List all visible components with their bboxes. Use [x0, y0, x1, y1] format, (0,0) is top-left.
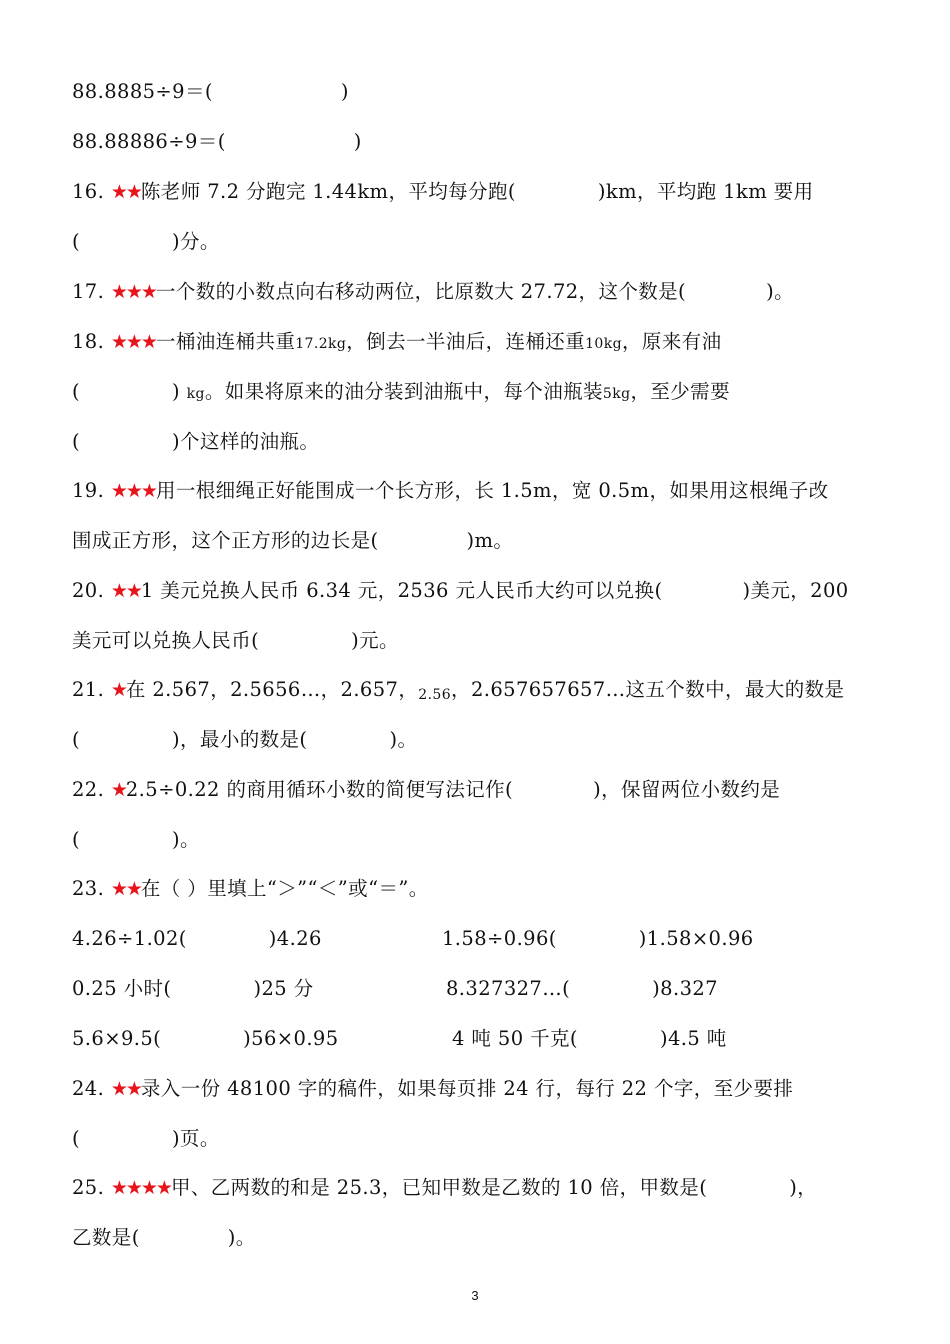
question-21: 21. ★在 2.567，2.5656…，2.657，2.56，2.657657657…这五个数中，最大的数是 — [72, 678, 845, 703]
question-19-cont: 围成正方形，这个正方形的边长是( )m。 — [72, 529, 514, 552]
question-16-cont: ( )分。 — [72, 230, 220, 253]
question-18-cont: ( ) kg。如果将原来的油分装到油瓶中，每个油瓶装5kg，至少需要 — [72, 380, 730, 403]
question-24-cont: ( )页。 — [72, 1127, 220, 1150]
difficulty-stars: ★★ — [110, 878, 141, 900]
difficulty-stars: ★★★ — [110, 480, 156, 502]
question-25: 25. ★★★★甲、乙两数的和是 25.3，已知甲数是乙数的 10 倍，甲数是( )， — [72, 1176, 818, 1199]
difficulty-stars: ★ — [110, 779, 126, 801]
compare-row-1: 4.26÷1.02( )4.26 1.58÷0.96( )1.58×0.96 — [72, 927, 754, 950]
question-22-cont: ( )。 — [72, 828, 200, 851]
line-88-8885: 88.8885÷9＝( ) — [72, 80, 349, 103]
question-18-cont2: ( )个这样的油瓶。 — [72, 430, 320, 453]
question-25-cont: 乙数是( )。 — [72, 1226, 256, 1249]
difficulty-stars: ★ — [110, 679, 126, 701]
question-17: 17. ★★★一个数的小数点向右移动两位，比原数大 27.72，这个数是( )。 — [72, 280, 794, 303]
difficulty-stars: ★★ — [110, 580, 141, 602]
question-19: 19. ★★★用一根细绳正好能围成一个长方形，长 1.5m，宽 0.5m，如果用这根绳子改 — [72, 479, 829, 502]
page-number: 3 — [471, 1288, 479, 1303]
line-88-88886: 88.88886÷9＝( ) — [72, 130, 362, 153]
compare-row-3: 5.6×9.5( )56×0.95 4 吨 50 千克( )4.5 吨 — [72, 1027, 727, 1050]
question-24: 24. ★★录入一份 48100 字的稿件，如果每页排 24 行，每行 22 个字，至少要排 — [72, 1077, 794, 1100]
difficulty-stars: ★★★★ — [110, 1177, 171, 1199]
repeating-decimal: 2.56 — [418, 687, 452, 703]
difficulty-stars: ★★★ — [110, 331, 156, 353]
difficulty-stars: ★★ — [110, 1078, 141, 1100]
compare-row-2: 0.25 小时( )25 分 8.327327…( )8.327 — [72, 977, 718, 1000]
question-22: 22. ★2.5÷0.22 的商用循环小数的简便写法记作( )，保留两位小数约是 — [72, 778, 781, 801]
question-23: 23. ★★在（ ）里填上“＞”“＜”或“＝”。 — [72, 877, 429, 900]
question-16: 16. ★★陈老师 7.2 分跑完 1.44km，平均每分跑( )km，平均跑 1km 要用 — [72, 180, 814, 203]
question-20: 20. ★★1 美元兑换人民币 6.34 元，2536 元人民币大约可以兑换( )美元，200 — [72, 579, 849, 602]
question-21-cont: ( )，最小的数是( )。 — [72, 728, 418, 751]
difficulty-stars: ★★★ — [110, 281, 156, 303]
question-20-cont: 美元可以兑换人民币( )元。 — [72, 629, 399, 652]
difficulty-stars: ★★ — [110, 181, 141, 203]
question-18: 18. ★★★一桶油连桶共重17.2kg，倒去一半油后，连桶还重10kg，原来有油 — [72, 330, 722, 353]
